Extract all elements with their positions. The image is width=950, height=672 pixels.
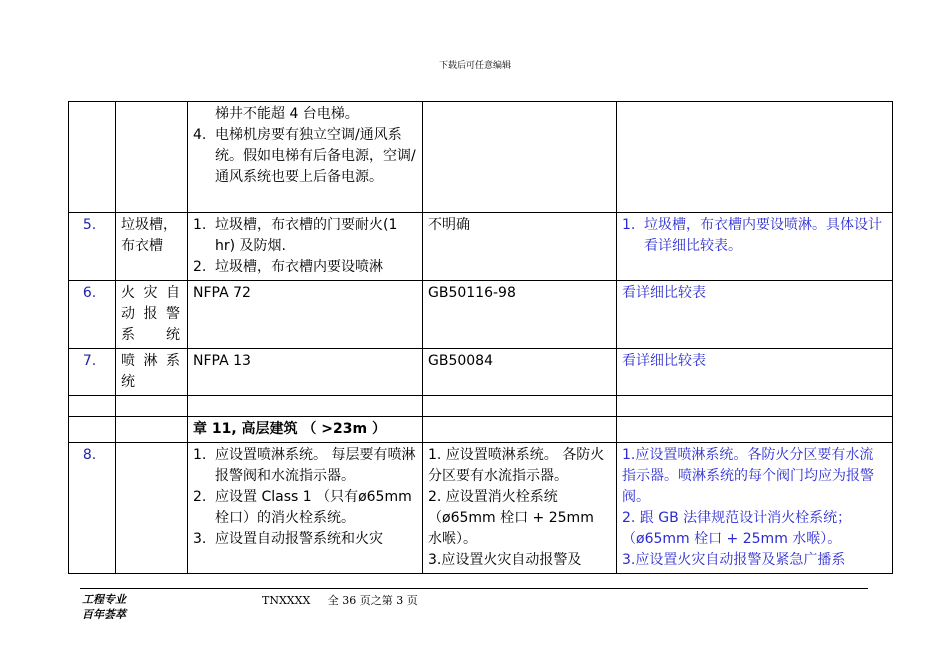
- list-item: 3.应设置火灾自动报警及: [428, 552, 582, 568]
- footer-brand-line1: 工程专业: [82, 593, 126, 606]
- gb-cell: GB50084: [423, 349, 617, 396]
- list-item: 1. 垃圾槽，布衣槽内要设喷淋。具体设计看详细比较表。: [622, 217, 882, 254]
- list-item: 2. 应设置消火栓系统（ø65mm 栓口 + 25mm 水喉）。: [428, 489, 594, 547]
- header-note: 下载后可任意编辑: [438, 61, 511, 71]
- list-item: 1. 应设置喷淋系统。 各防火分区要有水流指示器。: [428, 447, 605, 484]
- gb-cell: [423, 443, 617, 574]
- nfpa-cell: [188, 213, 423, 281]
- nfpa-cell: NFPA 72: [188, 281, 423, 349]
- note-cell: [617, 213, 893, 281]
- page-number: 全 36 页之第 3 页: [327, 594, 418, 607]
- row-number: 5.: [69, 213, 116, 281]
- table-row: [69, 281, 893, 349]
- list-item: 1.应设置喷淋系统。各防火分区要有水流指示器。喷淋系统的每个阀门均应为报警阀。: [622, 447, 874, 505]
- topic-cell: 火灾自动报警系统: [116, 281, 188, 349]
- note-cell: [617, 443, 893, 574]
- list-item: 2. 跟 GB 法律规范设计消火栓系统；（ø65mm 栓口 + 25mm 水喉）。: [622, 510, 852, 547]
- gb-cell: GB50116-98: [423, 281, 617, 349]
- topic-cell: 喷淋系统: [116, 349, 188, 396]
- note-cell: 看详细比较表: [617, 349, 893, 396]
- topic-cell: 垃圾槽，布衣槽: [116, 213, 188, 281]
- nfpa-cell: NFPA 13: [188, 349, 423, 396]
- list-item: 3. 应设置自动报警系统和火灾: [193, 531, 383, 547]
- table-row: [69, 417, 893, 443]
- table-row: [69, 349, 893, 396]
- footer-brand-line2: 百年荟萃: [82, 608, 126, 621]
- chapter-heading: 章 11, 高层建筑 （ >23m ）: [188, 417, 423, 443]
- list-item: 2. 垃圾槽，布衣槽内要设喷淋: [193, 259, 383, 275]
- nfpa-cell: [188, 443, 423, 574]
- list-item: 2. 应设置 Class 1 （只有ø65mm 栓口）的消火栓系统。: [193, 489, 412, 526]
- table-row: [69, 102, 893, 213]
- footer-page-info: [262, 592, 432, 608]
- continuation-text: 梯井不能超 4 台电梯。: [215, 106, 359, 122]
- doc-code: TNXXXX: [262, 594, 311, 607]
- list-item: 3.应设置火灾自动报警及紧急广播系: [622, 552, 846, 568]
- nfpa-cell: [188, 102, 423, 213]
- table-row: [69, 213, 893, 281]
- list-item: 1. 垃圾槽，布衣槽的门要耐火(1 hr) 及防烟.: [193, 217, 398, 254]
- gb-cell: 不明确: [423, 213, 617, 281]
- row-number: 8.: [69, 443, 116, 574]
- table-row: [69, 443, 893, 574]
- footer-divider: [80, 588, 868, 589]
- comparison-table: [68, 101, 893, 574]
- list-item: 1. 应设置喷淋系统。 每层要有喷淋报警阀和水流指示器。: [193, 447, 416, 484]
- note-cell: 看详细比较表: [617, 281, 893, 349]
- footer-brand: [82, 592, 126, 622]
- row-number: 6.: [69, 281, 116, 349]
- table-row: [69, 396, 893, 417]
- row-number: 7.: [69, 349, 116, 396]
- list-item: 4. 电梯机房要有独立空调/通风系统。假如电梯有后备电源，空调/通风系统也要上后备电源。: [193, 127, 416, 185]
